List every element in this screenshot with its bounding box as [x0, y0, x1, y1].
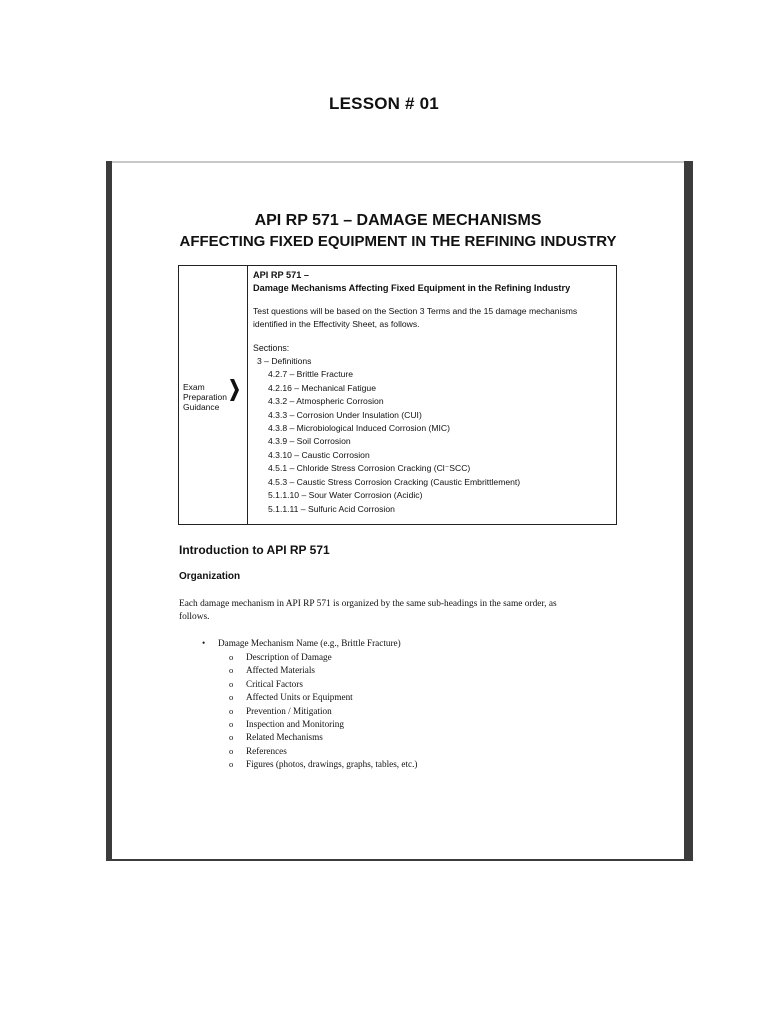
- circle-bullet: o: [229, 692, 234, 703]
- scanned-document-page: [106, 161, 693, 861]
- introduction-heading: Introduction to API RP 571: [179, 543, 330, 557]
- organization-paragraph-line: Each damage mechanism in API RP 571 is organized by the same sub-headings in the same order, as: [179, 599, 557, 609]
- sub-list-item: [229, 664, 417, 677]
- sections-list: [253, 355, 612, 516]
- sub-list-item: [229, 758, 417, 771]
- circle-bullet: o: [229, 759, 234, 770]
- circle-bullet: o: [229, 732, 234, 743]
- guidance-label-line: Preparation: [183, 392, 227, 402]
- section-item: 5.1.1.10 – Sour Water Corrosion (Acidic): [268, 490, 423, 501]
- sub-item-text: Affected Units or Equipment: [246, 692, 353, 703]
- section-item: 4.3.2 – Atmospheric Corrosion: [268, 396, 384, 407]
- section-item: 4.3.9 – Soil Corrosion: [268, 436, 351, 447]
- guidance-label: [183, 382, 227, 412]
- section-item: 4.2.16 – Mechanical Fatigue: [268, 382, 376, 393]
- sub-item-text: Critical Factors: [246, 678, 303, 689]
- guidance-paragraph-line: identified in the Effectivity Sheet, as follows.: [253, 319, 420, 330]
- page-top-edge: [112, 161, 684, 163]
- circle-bullet: o: [229, 745, 234, 756]
- sub-list-item: [229, 718, 417, 731]
- circle-bullet: o: [229, 678, 234, 689]
- sub-list-item: [229, 691, 417, 704]
- guidance-heading-line: API RP 571 –: [253, 270, 310, 280]
- organization-paragraph: [179, 598, 629, 624]
- sub-item-text: Figures (photos, drawings, graphs, tables, etc.): [246, 759, 418, 770]
- guidance-content: [253, 269, 612, 516]
- section-item: 4.2.7 – Brittle Fracture: [268, 369, 354, 380]
- sub-list-item: [229, 731, 417, 744]
- sub-item-text: Affected Materials: [246, 665, 315, 676]
- sub-item-text: Description of Damage: [246, 652, 332, 662]
- guidance-paragraph: [253, 305, 612, 332]
- chevron-right-icon: [230, 379, 239, 401]
- organization-heading: Organization: [179, 571, 241, 582]
- organization-paragraph-line: follows.: [179, 612, 210, 622]
- section-item: 4.3.3 – Corrosion Under Insulation (CUI): [268, 409, 422, 420]
- sub-item-text: Inspection and Monitoring: [246, 719, 344, 730]
- guidance-divider: [247, 266, 248, 524]
- sub-list-item: [229, 745, 417, 758]
- sub-list-item: [229, 705, 417, 718]
- section-item: 4.3.10 – Caustic Corrosion: [268, 449, 370, 460]
- document-title-line-1: API RP 571 – DAMAGE MECHANISMS: [254, 212, 542, 229]
- circle-bullet: o: [229, 665, 234, 676]
- exam-guidance-box: [178, 265, 617, 525]
- guidance-paragraph-line: Test questions will be based on the Section 3 Terms and the 15 damage mechanisms: [253, 305, 578, 316]
- sub-item-text: References: [246, 745, 287, 756]
- sub-item-text: Related Mechanisms: [246, 732, 323, 743]
- section-item: 5.1.1.11 – Sulfuric Acid Corrosion: [268, 503, 395, 514]
- section-item: 4.5.1 – Chloride Stress Corrosion Cracking (Cl⁻SCC): [268, 463, 471, 474]
- guidance-heading-line: Damage Mechanisms Affecting Fixed Equipment in the Refining Industry: [253, 283, 571, 294]
- section-item: 4.5.3 – Caustic Stress Corrosion Cracking (Caustic Embrittlement): [268, 476, 521, 487]
- bullet-dot: •: [202, 638, 206, 648]
- circle-bullet: o: [229, 719, 234, 730]
- sub-list-item: [229, 651, 417, 664]
- guidance-label-line: Guidance: [183, 402, 220, 412]
- lesson-title: LESSON # 01: [329, 94, 439, 113]
- document-title-line-2: AFFECTING FIXED EQUIPMENT IN THE REFINING INDUSTRY: [179, 233, 617, 250]
- section-item: 3 – Definitions: [257, 356, 312, 367]
- circle-bullet: o: [229, 705, 234, 716]
- bullet-text: Damage Mechanism Name (e.g., Brittle Fracture): [218, 638, 401, 648]
- sub-heading-list: [229, 651, 417, 772]
- sections-label: Sections:: [253, 342, 290, 353]
- circle-bullet: o: [229, 652, 234, 662]
- sub-item-text: Prevention / Mitigation: [246, 705, 332, 716]
- guidance-label-line: Exam: [183, 382, 205, 392]
- section-item: 4.3.8 – Microbiological Induced Corrosion (MIC): [268, 423, 450, 434]
- sub-list-item: [229, 678, 417, 691]
